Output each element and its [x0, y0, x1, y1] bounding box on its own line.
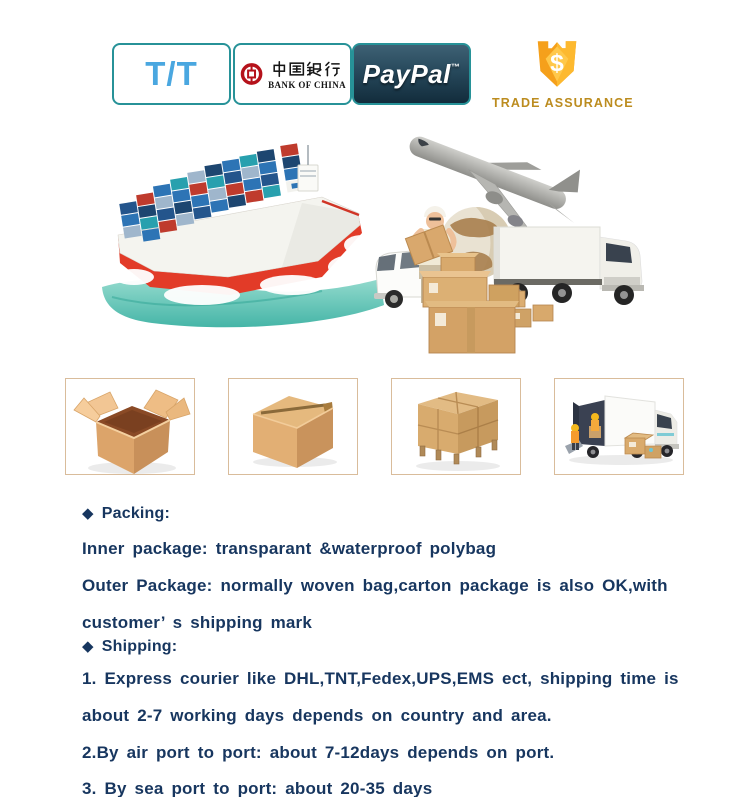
tt-label: T/T: [145, 55, 198, 92]
packing-heading: [82, 504, 170, 523]
svg-text:$: $: [550, 50, 564, 77]
packing-line-inner: Inner package: transparant &waterproof polybag: [82, 539, 497, 558]
bank-of-china-cjk-wordmark-icon: [272, 59, 342, 79]
trademark-symbol: ™: [450, 61, 461, 72]
sealed-box-icon: [229, 380, 357, 474]
shipping-line-express: 1. Express courier like DHL,TNT,Fedex,UPS,EMS ect, shipping time is: [82, 669, 679, 688]
packing-title: Packing:: [101, 505, 171, 522]
shipping-line-sea: 3. By sea port to port: about 20-35 days: [82, 779, 433, 797]
container-ship-icon: [102, 143, 384, 327]
shipping-heading: [82, 637, 177, 656]
payment-card-paypal: [352, 43, 471, 105]
paypal-wordmark: PayPal™: [362, 58, 461, 89]
packing-panel-sealed-box: [228, 378, 358, 475]
payment-card-tt: [112, 43, 231, 105]
packing-panel-pallet-box: [391, 378, 521, 475]
shipping-line-air: 2.By air port to port: about 7-12days depends on port.: [82, 743, 555, 762]
trade-assurance-badge: [492, 36, 634, 110]
loading-truck-icon: [555, 380, 683, 474]
diamond-bullet-icon: ◆: [82, 505, 94, 522]
trade-assurance-shield-icon: [530, 36, 584, 92]
bank-of-china-label: BANK OF CHINA: [268, 79, 346, 90]
diamond-bullet-icon: ◆: [82, 638, 94, 655]
packing-panel-loading-truck: [554, 378, 684, 475]
packing-panel-open-box: [65, 378, 195, 475]
payment-card-bank-of-china: [233, 43, 352, 105]
packing-line-outer: Outer Package: normally woven bag,carton package is also OK,with: [82, 576, 668, 595]
shipping-title: Shipping:: [101, 638, 178, 655]
open-box-icon: [66, 380, 194, 474]
packing-line-mark: customer’ s shipping mark: [82, 613, 313, 632]
pallet-box-icon: [392, 380, 520, 474]
trade-assurance-label: TRADE ASSURANCE: [492, 96, 634, 110]
shipping-line-express-2: about 2-7 working days depends on country and area.: [82, 706, 552, 725]
bank-of-china-emblem-icon: [239, 56, 264, 92]
shipping-montage-illustration: [60, 115, 690, 357]
